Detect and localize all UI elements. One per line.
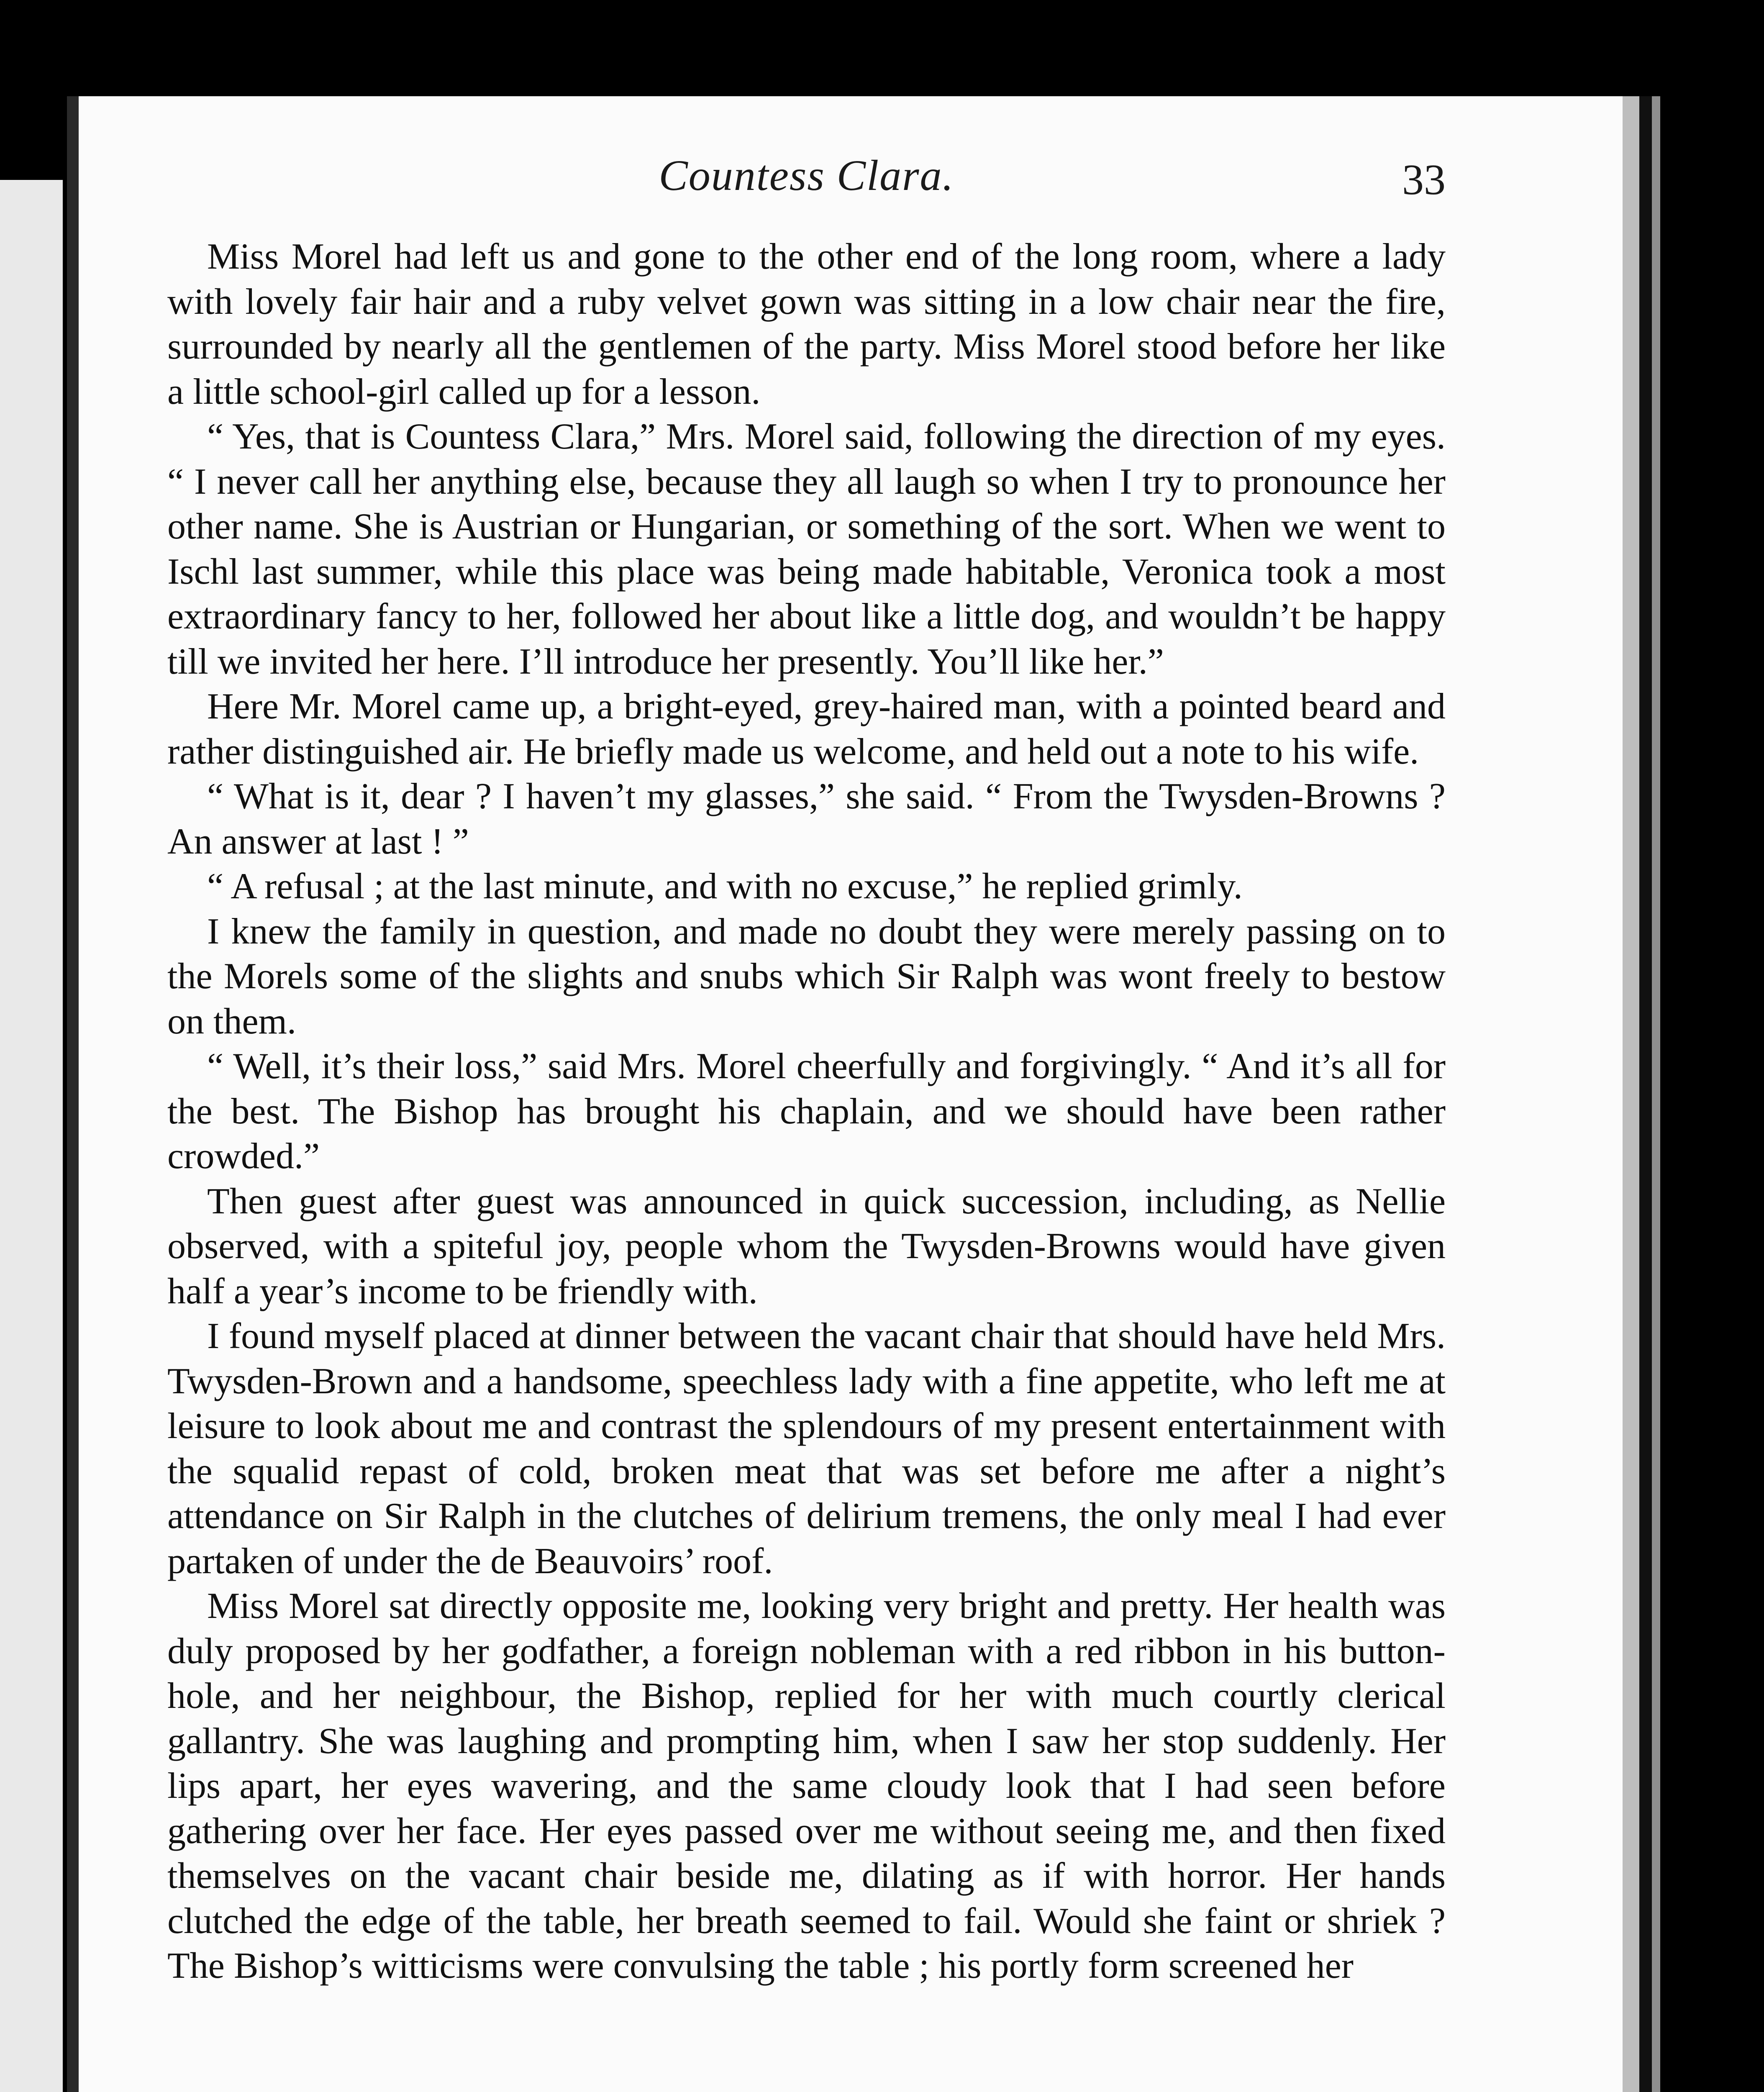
paragraph: Then guest after guest was announced in quick succession, including, as Nellie observed, with a spiteful joy, people whom the Twysden-Browns would have given half a year’s income to be friendly with. (167, 1181, 1446, 1312)
body-text (167, 234, 1446, 1989)
paragraph: Here Mr. Morel came up, a bright-eyed, grey-haired man, with a pointed beard and rather distinguished air. He briefly made us welcome, and held out a note to his wife. (167, 686, 1446, 772)
paragraph: “ Yes, that is Countess Clara,” Mrs. Morel said, following the direction of my eyes. “ I never call her anything else, because they all laugh so when I try to pronounce her other name. She is Austrian or Hungarian, or something of the sort. When we went to Ischl last summer, while this place was being made habitable, Veronica took a most extraordinary fancy to her, followed her about like a little dog, and wouldn’t be happy till we invited her here. I’ll introduce her presently. You’ll like her.” (167, 416, 1446, 682)
paragraph: “ A refusal ; at the last minute, and with no excuse,” he replied grimly. (207, 866, 1243, 907)
page-header (167, 151, 1446, 209)
paragraph: Miss Morel sat directly opposite me, looking very bright and pretty. Her health was duly proposed by her godfather, a foreign nobleman with a red ribbon in his button-hole, and her neighbour, the Bishop, replied for her with much courtly clerical gallantry. She was laughing and prompting him, when I saw her stop suddenly. Her lips apart, her eyes wavering, and the same cloudy look that I had seen before gathering over her face. Her eyes passed over me without seeing me, and then fixed themselves on the vacant chair beside me, dilating as if with horror. Her hands clutched the edge of the table, her breath seemed to fail. Would she faint or shriek ? The Bishop’s witticisms were convulsing the table ; his portly form screened her (167, 1586, 1446, 1986)
paragraph: I knew the family in question, and made no doubt they were merely passing on to the Morels some of the slights and snubs which Sir Ralph was wont freely to bestow on them. (167, 911, 1446, 1042)
paragraph: “ What is it, dear ? I haven’t my glasses,” she said. “ From the Twysden-Browns ? An answer at last ! ” (167, 776, 1446, 862)
page-number: 33 (1402, 156, 1446, 204)
facing-page-edge (0, 180, 63, 2092)
running-title: Countess Clara. (659, 151, 954, 200)
paragraph: “ Well, it’s their loss,” said Mrs. Morel cheerfully and forgivingly. “ And it’s all for the best. The Bishop has brought his chaplain, and we should have been rather crowded.” (167, 1046, 1446, 1177)
paragraph: I found myself placed at dinner between the vacant chair that should have held Mrs. Twysden-Brown and a handsome, speechless lady with a fine appetite, who left me at leisure to look about me and contrast the splendours of my present entertainment with the squalid repast of cold, broken meat that was set before me after a night’s attendance on Sir Ralph in the clutches of delirium tremens, the only meal I had ever partaken of under the de Beauvoirs’ roof. (167, 1316, 1446, 1582)
paragraph: Miss Morel had left us and gone to the other end of the long room, where a lady with lovely fair hair and a ruby velvet gown was sitting in a low chair near the fire, surrounded by nearly all the gentlemen of the party. Miss Morel stood before her like a little school-girl called up for a lesson. (167, 236, 1446, 412)
